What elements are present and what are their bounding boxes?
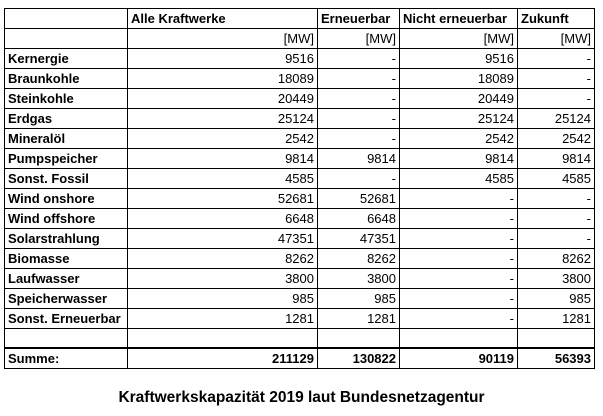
value-cell: 3800 bbox=[518, 269, 595, 289]
row-label: Biomasse bbox=[5, 249, 128, 269]
row-label: Solarstrahlung bbox=[5, 229, 128, 249]
table-row bbox=[5, 89, 595, 109]
row-label: Laufwasser bbox=[5, 269, 128, 289]
sum-value-cell: 211129 bbox=[128, 348, 318, 369]
value-cell: 47351 bbox=[128, 229, 318, 249]
table-row bbox=[5, 49, 595, 69]
table-row bbox=[5, 189, 595, 209]
value-cell: 4585 bbox=[400, 169, 518, 189]
value-cell: 8262 bbox=[318, 249, 400, 269]
header-row bbox=[5, 9, 595, 29]
sum-label: Summe: bbox=[5, 348, 128, 369]
value-cell: 9516 bbox=[400, 49, 518, 69]
value-cell: 6648 bbox=[318, 209, 400, 229]
unit-cell: [MW] bbox=[400, 29, 518, 49]
value-cell: 8262 bbox=[128, 249, 318, 269]
value-cell: 20449 bbox=[400, 89, 518, 109]
row-label: Speicherwasser bbox=[5, 289, 128, 309]
row-label: Braunkohle bbox=[5, 69, 128, 89]
value-cell: 9814 bbox=[128, 149, 318, 169]
value-cell: 1281 bbox=[128, 309, 318, 329]
value-cell: - bbox=[518, 69, 595, 89]
table-row bbox=[5, 209, 595, 229]
value-cell: 20449 bbox=[128, 89, 318, 109]
value-cell: 4585 bbox=[128, 169, 318, 189]
value-cell: - bbox=[400, 209, 518, 229]
row-label: Steinkohle bbox=[5, 89, 128, 109]
value-cell: - bbox=[318, 129, 400, 149]
value-cell: - bbox=[400, 289, 518, 309]
sum-value-cell: 90119 bbox=[400, 348, 518, 369]
value-cell: - bbox=[400, 269, 518, 289]
table-body bbox=[5, 9, 595, 369]
row-label: Erdgas bbox=[5, 109, 128, 129]
value-cell: 25124 bbox=[400, 109, 518, 129]
value-cell: - bbox=[318, 49, 400, 69]
table-row bbox=[5, 269, 595, 289]
value-cell: 9814 bbox=[400, 149, 518, 169]
value-cell: 985 bbox=[128, 289, 318, 309]
value-cell: 2542 bbox=[518, 129, 595, 149]
value-cell: 985 bbox=[318, 289, 400, 309]
row-label: Sonst. Fossil bbox=[5, 169, 128, 189]
value-cell: 52681 bbox=[128, 189, 318, 209]
sum-row bbox=[5, 348, 595, 369]
value-cell: - bbox=[400, 249, 518, 269]
blank-cell bbox=[400, 329, 518, 348]
unit-row bbox=[5, 29, 595, 49]
table-row bbox=[5, 229, 595, 249]
row-label: Wind onshore bbox=[5, 189, 128, 209]
value-cell: - bbox=[318, 69, 400, 89]
header-zukunft: Zukunft bbox=[518, 9, 595, 29]
value-cell: 4585 bbox=[518, 169, 595, 189]
value-cell: 52681 bbox=[318, 189, 400, 209]
value-cell: 8262 bbox=[518, 249, 595, 269]
sum-value-cell: 130822 bbox=[318, 348, 400, 369]
table-row bbox=[5, 109, 595, 129]
value-cell: 3800 bbox=[128, 269, 318, 289]
blank-row bbox=[5, 329, 595, 348]
value-cell: 18089 bbox=[400, 69, 518, 89]
value-cell: 3800 bbox=[318, 269, 400, 289]
blank-cell bbox=[318, 329, 400, 348]
value-cell: - bbox=[518, 49, 595, 69]
value-cell: 1281 bbox=[518, 309, 595, 329]
row-label: Wind offshore bbox=[5, 209, 128, 229]
capacity-table bbox=[4, 8, 595, 369]
row-label: Pumpspeicher bbox=[5, 149, 128, 169]
value-cell: - bbox=[318, 169, 400, 189]
table-row bbox=[5, 69, 595, 89]
table-row bbox=[5, 249, 595, 269]
blank-cell bbox=[128, 329, 318, 348]
value-cell: - bbox=[518, 209, 595, 229]
value-cell: 47351 bbox=[318, 229, 400, 249]
value-cell: - bbox=[518, 189, 595, 209]
value-cell: 25124 bbox=[518, 109, 595, 129]
value-cell: 2542 bbox=[400, 129, 518, 149]
sum-value-cell: 56393 bbox=[518, 348, 595, 369]
row-label: Mineralöl bbox=[5, 129, 128, 149]
header-erneuerbar: Erneuerbar bbox=[318, 9, 400, 29]
value-cell: - bbox=[400, 309, 518, 329]
row-label: Kernergie bbox=[5, 49, 128, 69]
row-label: Sonst. Erneuerbar bbox=[5, 309, 128, 329]
value-cell: 9516 bbox=[128, 49, 318, 69]
value-cell: - bbox=[400, 189, 518, 209]
unit-cell: [MW] bbox=[518, 29, 595, 49]
value-cell: 25124 bbox=[128, 109, 318, 129]
value-cell: 6648 bbox=[128, 209, 318, 229]
table-row bbox=[5, 129, 595, 149]
value-cell: 18089 bbox=[128, 69, 318, 89]
unit-corner-cell bbox=[5, 29, 128, 49]
unit-cell: [MW] bbox=[128, 29, 318, 49]
value-cell: 985 bbox=[518, 289, 595, 309]
header-alle-kraftwerke: Alle Kraftwerke bbox=[128, 9, 318, 29]
value-cell: 1281 bbox=[318, 309, 400, 329]
table-row bbox=[5, 169, 595, 189]
value-cell: 9814 bbox=[518, 149, 595, 169]
value-cell: 9814 bbox=[318, 149, 400, 169]
value-cell: - bbox=[318, 109, 400, 129]
value-cell: - bbox=[318, 89, 400, 109]
value-cell: - bbox=[518, 89, 595, 109]
table-caption: Kraftwerkskapazität 2019 laut Bundesnetzagentur bbox=[118, 389, 485, 406]
table-row bbox=[5, 149, 595, 169]
unit-cell: [MW] bbox=[318, 29, 400, 49]
value-cell: 2542 bbox=[128, 129, 318, 149]
blank-cell bbox=[518, 329, 595, 348]
header-nicht-erneuerbar: Nicht erneuerbar bbox=[400, 9, 518, 29]
table-row bbox=[5, 289, 595, 309]
blank-cell bbox=[5, 329, 128, 348]
value-cell: - bbox=[518, 229, 595, 249]
table-row bbox=[5, 309, 595, 329]
corner-cell bbox=[5, 9, 128, 29]
value-cell: - bbox=[400, 229, 518, 249]
